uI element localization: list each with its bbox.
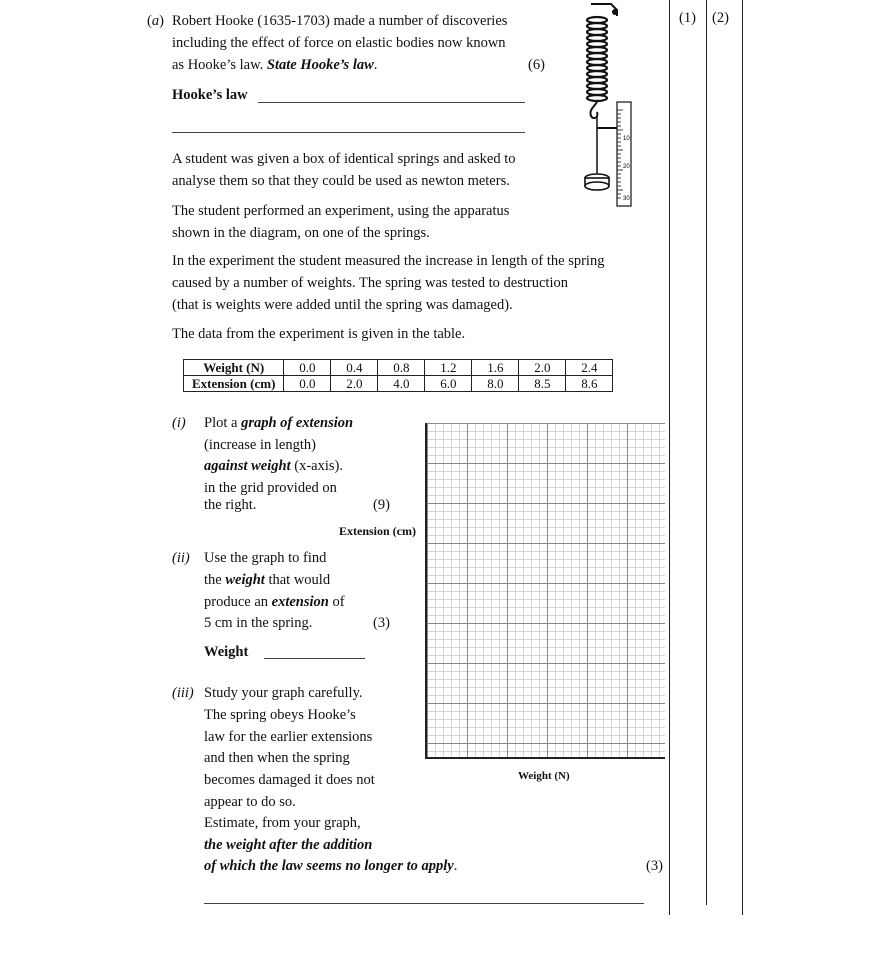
part-a-marks: (6) <box>528 57 545 73</box>
margin-rule-3 <box>742 0 743 915</box>
part-i-line-4: in the grid provided on <box>204 480 337 496</box>
part-iii-line-7: Estimate, from your graph, <box>204 815 361 831</box>
part-ii-line-1: Use the graph to find <box>204 550 327 566</box>
hookes-law-answer-line-2[interactable] <box>172 132 525 133</box>
graph-grid[interactable] <box>425 423 665 759</box>
margin-header-1: (1) <box>679 10 696 26</box>
table-cell: 6.0 <box>425 376 472 392</box>
weight-answer-label: Weight <box>204 644 249 660</box>
part-ii-line-2: the weight that would <box>204 572 331 588</box>
hookes-law-answer-line-1[interactable] <box>258 102 525 103</box>
part-iii-marks: (3) <box>646 858 663 874</box>
graph-x-axis-label: Weight (N) <box>518 770 570 782</box>
table-cell: 0.0 <box>284 376 331 392</box>
table-cell: 0.4 <box>331 360 378 376</box>
part-iii-em-line-2: of which the law seems no longer to apply. <box>204 858 458 874</box>
margin-rule-1 <box>669 0 670 915</box>
part-ii-line-3: produce an extension of <box>204 594 345 610</box>
part-ii-marks: (3) <box>373 615 390 631</box>
context-para4: The data from the experiment is given in the table. <box>172 326 466 342</box>
graph-y-axis-label: Extension (cm) <box>339 524 416 538</box>
part-a-label: (a) <box>147 13 164 29</box>
part-iii-em-line-1: the weight after the addition <box>204 837 373 853</box>
table-row-weight <box>184 360 613 376</box>
part-iii-line-4: and then when the spring <box>204 750 350 766</box>
margin-header-2: (2) <box>712 10 729 26</box>
context-para3-line-3: (that is weights were added until the spring was damaged). <box>172 297 513 313</box>
margin-rule-2 <box>706 0 707 905</box>
part-i-line-3: against weight (x-axis). <box>204 458 343 474</box>
weight-answer-line[interactable] <box>264 658 365 659</box>
table-cell: 2.4 <box>566 360 613 376</box>
table-cell: 0.8 <box>378 360 425 376</box>
table-row-extension <box>184 376 613 392</box>
table-cell: 2.0 <box>331 376 378 392</box>
ruler-tick-10: 10 <box>623 136 630 142</box>
part-i-line-2: (increase in length) <box>204 437 316 453</box>
part-i-line-1: Plot a graph of extension <box>204 415 354 431</box>
row-header-weight: Weight (N) <box>184 360 284 376</box>
context-para3-line-1: In the experiment the student measured the increase in length of the spring <box>172 253 605 269</box>
part-a-intro-line-1: Robert Hooke (1635-1703) made a number of discoveries <box>172 13 508 29</box>
part-iii-line-3: law for the earlier extensions <box>204 729 373 745</box>
part-iii-line-1: Study your graph carefully. <box>204 685 363 701</box>
part-i-label: (i) <box>172 415 186 431</box>
context-para3-line-2: caused by a number of weights. The spring was tested to destruction <box>172 275 568 291</box>
context-para2-line-2: shown in the diagram, on one of the springs. <box>172 225 430 241</box>
context-para1-line-2: analyse them so that they could be used as newton meters. <box>172 173 510 189</box>
part-ii-line-4: 5 cm in the spring. <box>204 615 313 631</box>
part-iii-line-2: The spring obeys Hooke’s <box>204 707 356 723</box>
table-cell: 1.6 <box>472 360 519 376</box>
part-a-intro-line-2: including the effect of force on elastic bodies now known <box>172 35 506 51</box>
table-cell: 8.0 <box>472 376 519 392</box>
part-iii-line-6: appear to do so. <box>204 794 296 810</box>
data-table <box>183 359 613 392</box>
row-header-extension: Extension (cm) <box>184 376 284 392</box>
spring-coils <box>587 17 607 101</box>
part-iii-line-5: becomes damaged it does not <box>204 772 375 788</box>
context-para2-line-1: The student performed an experiment, using the apparatus <box>172 203 510 219</box>
part-a-intro-line-3: as Hooke’s law. State Hooke’s law. <box>172 57 378 73</box>
table-cell: 4.0 <box>378 376 425 392</box>
context-para1-line-1: A student was given a box of identical springs and asked to <box>172 151 516 167</box>
part-a-instruction: State Hooke’s law <box>266 57 374 73</box>
part-iii-answer-line[interactable] <box>204 903 644 904</box>
part-i-line-5: the right. <box>204 497 257 513</box>
table-cell: 8.6 <box>566 376 613 392</box>
ruler-tick-20: 20 <box>623 164 630 170</box>
part-iii-label: (iii) <box>172 685 194 701</box>
table-cell: 0.0 <box>284 360 331 376</box>
table-cell: 2.0 <box>519 360 566 376</box>
part-ii-label: (ii) <box>172 550 190 566</box>
part-i-marks: (9) <box>373 497 390 513</box>
table-cell: 1.2 <box>425 360 472 376</box>
spring-apparatus-diagram <box>567 0 647 210</box>
table-cell: 8.5 <box>519 376 566 392</box>
hookes-law-answer-label: Hooke’s law <box>172 87 248 103</box>
ruler-tick-30: 30 <box>623 196 630 202</box>
